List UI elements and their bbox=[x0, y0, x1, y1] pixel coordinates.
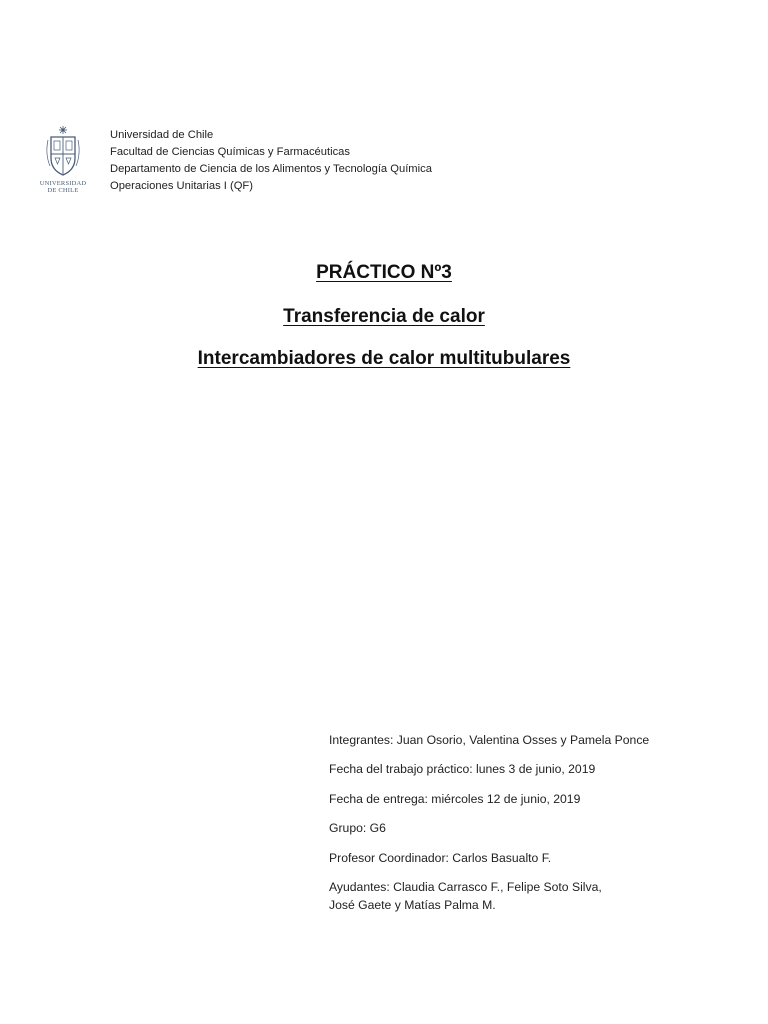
course-name: Operaciones Unitarias I (QF) bbox=[110, 180, 253, 192]
university-logo bbox=[38, 124, 88, 196]
fecha-entrega-line: Fecha de entrega: miércoles 12 de junio, 2019 bbox=[329, 792, 581, 806]
grupo-line: Grupo: G6 bbox=[329, 821, 386, 835]
subtopic-title: Intercambiadores de calor multitubulares bbox=[197, 348, 571, 369]
faculty-name: Facultad de Ciencias Químicas y Farmacéuticas bbox=[110, 146, 351, 158]
logo-text-line2: DE CHILE bbox=[47, 187, 79, 194]
department-name: Departamento de Ciencia de los Alimentos y Tecnología Química bbox=[110, 163, 432, 175]
university-name: Universidad de Chile bbox=[110, 129, 214, 141]
integrantes-line: Integrantes: Juan Osorio, Valentina Osses y Pamela Ponce bbox=[329, 733, 650, 747]
fecha-trabajo-line: Fecha del trabajo práctico: lunes 3 de junio, 2019 bbox=[329, 762, 596, 776]
ayudantes-line-2: José Gaete y Matías Palma M. bbox=[329, 898, 496, 912]
practico-title: PRÁCTICO Nº3 bbox=[316, 262, 452, 283]
ayudantes-line-1: Ayudantes: Claudia Carrasco F., Felipe Soto Silva, bbox=[329, 880, 602, 894]
institution-header bbox=[110, 127, 432, 195]
university-seal-icon bbox=[38, 124, 88, 180]
topic-title: Transferencia de calor bbox=[283, 306, 485, 327]
logo-text-line1: UNIVERSIDAD bbox=[39, 180, 87, 187]
profesor-line: Profesor Coordinador: Carlos Basualto F. bbox=[329, 851, 552, 865]
